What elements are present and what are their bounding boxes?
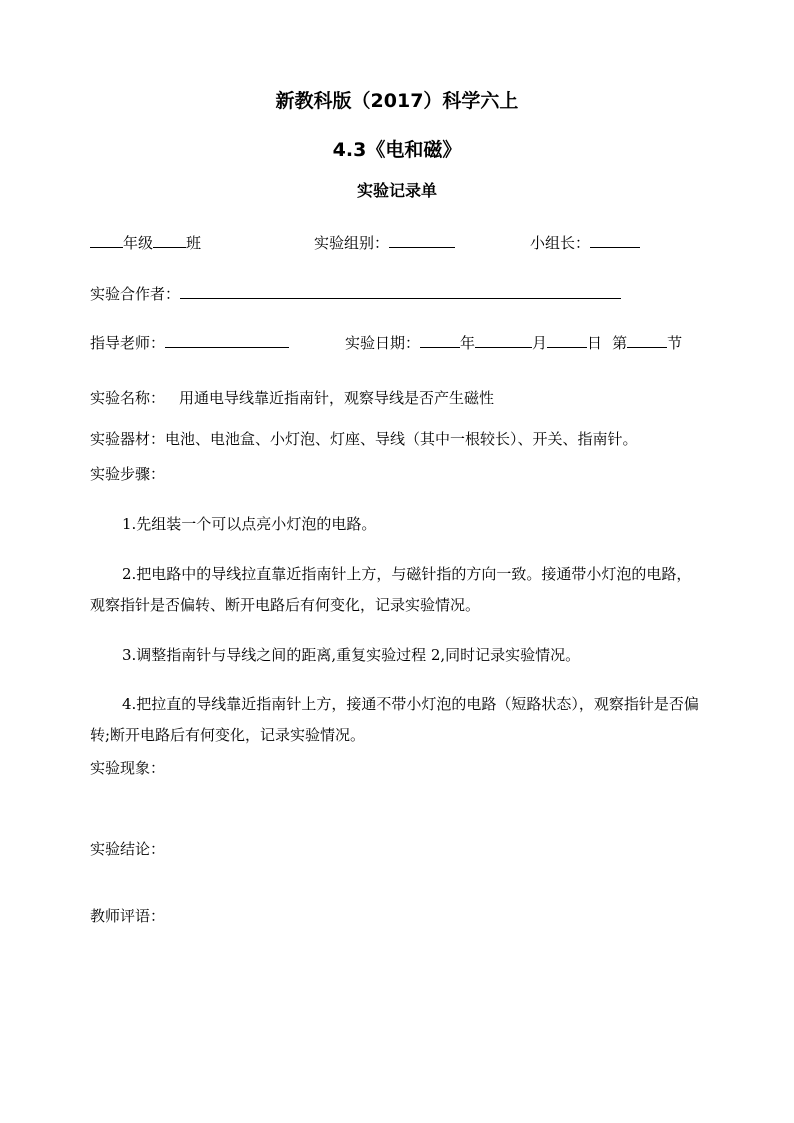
experiment-name-row bbox=[90, 388, 494, 408]
step-3: 3.调整指南针与导线之间的距离,重复实验过程 2,同时记录实验情况。 bbox=[122, 646, 581, 664]
teacher-blank[interactable] bbox=[165, 333, 289, 348]
year-label: 年 bbox=[460, 334, 476, 352]
step-4: 4.把拉直的导线靠近指南针上方，接通不带小灯泡的电路（短路状态），观察指针是否偏转;断开电路后有何变化，记录实验情况。 bbox=[90, 695, 699, 744]
experiment-name-value: 用通电导线靠近指南针，观察导线是否产生磁性 bbox=[179, 389, 495, 407]
conclusion-label: 实验结论： bbox=[90, 840, 166, 858]
lesson-title: 4.3《电和磁》 bbox=[332, 139, 462, 161]
day-blank[interactable] bbox=[547, 333, 587, 348]
group-label: 实验组别： bbox=[314, 234, 390, 252]
class-blank[interactable] bbox=[153, 233, 186, 248]
grade-class-field bbox=[90, 233, 201, 253]
leader-label: 小组长： bbox=[530, 234, 591, 252]
step-1: 1.先组装一个可以点亮小灯泡的电路。 bbox=[122, 515, 377, 533]
group-blank[interactable] bbox=[389, 233, 455, 248]
teacher-field bbox=[90, 333, 289, 353]
document-title: 新教科版（2017）科学六上 bbox=[275, 90, 519, 112]
steps-label: 实验步骤： bbox=[90, 465, 166, 483]
partners-blank[interactable] bbox=[180, 284, 621, 299]
group-field bbox=[314, 233, 455, 253]
period-suffix: 节 bbox=[667, 334, 683, 352]
teacher-label: 指导老师： bbox=[90, 334, 166, 352]
partners-field bbox=[90, 284, 621, 304]
experiment-name-label: 实验名称： bbox=[90, 389, 166, 407]
leader-blank[interactable] bbox=[590, 233, 640, 248]
month-blank[interactable] bbox=[475, 333, 532, 348]
period-blank[interactable] bbox=[627, 333, 667, 348]
year-blank[interactable] bbox=[420, 333, 460, 348]
partners-label: 实验合作者： bbox=[90, 285, 181, 303]
date-label: 实验日期： bbox=[345, 334, 421, 352]
class-label: 班 bbox=[186, 234, 202, 252]
step-2: 2.把电路中的导线拉直靠近指南针上方，与磁针指的方向一致。接通带小灯泡的电路，观察指针是否偏转、断开电路后有何变化，记录实验情况。 bbox=[90, 565, 692, 614]
grade-blank[interactable] bbox=[90, 233, 123, 248]
date-field bbox=[345, 333, 682, 353]
sheet-title: 实验记录单 bbox=[356, 181, 437, 200]
teacher-comment-label: 教师评语： bbox=[90, 907, 166, 925]
day-label: 日 bbox=[587, 334, 603, 352]
phenomenon-label: 实验现象： bbox=[90, 759, 166, 777]
experiment-materials: 实验器材：电池、电池盒、小灯泡、灯座、导线（其中一根较长）、开关、指南针。 bbox=[90, 430, 638, 448]
leader-field bbox=[530, 233, 640, 253]
month-label: 月 bbox=[532, 334, 548, 352]
period-prefix: 第 bbox=[612, 334, 628, 352]
grade-label: 年级 bbox=[123, 234, 154, 252]
